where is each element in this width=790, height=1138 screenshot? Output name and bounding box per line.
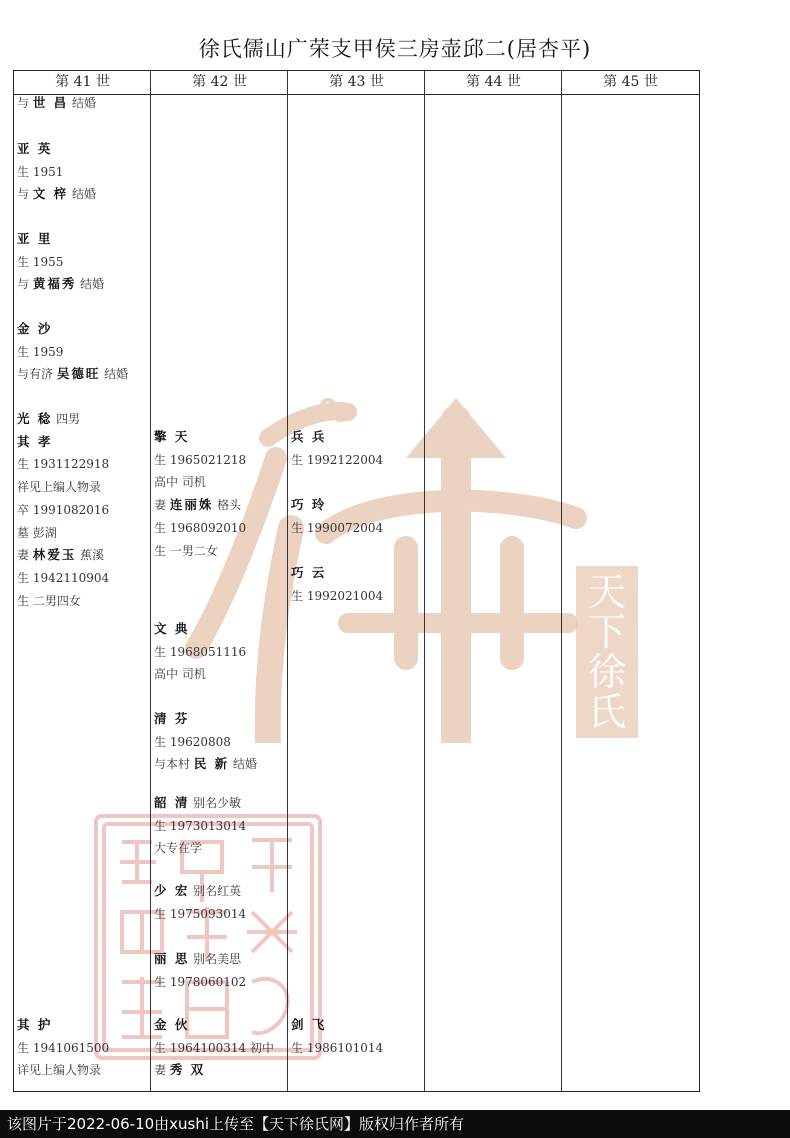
entry-line	[17, 434, 52, 450]
entry-line	[154, 520, 246, 536]
entry-line	[17, 547, 104, 563]
person-name: 巧 玲	[291, 497, 327, 512]
entry-line	[17, 1017, 52, 1033]
entry-text: 别名少敏	[189, 796, 242, 810]
entry-line	[154, 951, 241, 967]
entry-text: 生 1965021218	[154, 452, 247, 467]
entry-line	[154, 1062, 205, 1078]
entry-text: 与	[17, 187, 33, 202]
entry-line	[154, 1040, 274, 1056]
entry-line	[17, 525, 57, 541]
person-name: 林爱玉	[32, 547, 77, 563]
person-name: 世 昌	[32, 95, 69, 110]
entry-line	[154, 497, 241, 513]
entry-line	[291, 452, 383, 468]
column-header: 第 45 世	[603, 74, 658, 90]
entry-text: 结婚	[76, 277, 105, 292]
entry-line	[17, 456, 109, 472]
entry-text: 大专在学	[154, 841, 203, 856]
entry-line	[154, 621, 189, 637]
column-header: 第 42 世	[192, 74, 247, 90]
entry-text: 与	[17, 277, 33, 292]
entry-line	[154, 1017, 189, 1033]
column-header: 第 41 世	[55, 74, 110, 90]
copyright-footer: 该图片于2022-06-10由xushi上传至【天下徐氏网】版权归作者所有	[0, 1110, 790, 1138]
entry-text: 四男	[52, 412, 81, 426]
entry-line	[17, 502, 109, 518]
column-divider	[424, 71, 425, 1091]
person-name: 黄福秀	[32, 276, 77, 292]
entry-text: 生 1975093014	[154, 906, 247, 921]
entry-line	[291, 429, 326, 445]
entry-text: 蕉溪	[76, 548, 105, 563]
entry-line	[17, 254, 63, 270]
person-name: 文 梓	[32, 186, 69, 202]
entry-line	[17, 164, 63, 180]
entry-line	[154, 644, 246, 660]
watermark-badge-line-1: 天下	[587, 570, 626, 654]
entry-line	[154, 906, 246, 922]
person-name: 清 芬	[154, 711, 190, 726]
entry-line	[17, 141, 52, 157]
entry-text: 与有济	[17, 367, 57, 382]
entry-line	[154, 474, 206, 490]
column-divider	[287, 71, 288, 1091]
entry-line	[291, 1017, 326, 1033]
person-name: 其 护	[17, 1017, 53, 1032]
entry-text: 妻	[154, 1063, 170, 1078]
entry-text: 高中 司机	[154, 475, 206, 490]
entry-line	[154, 883, 241, 899]
entry-line	[17, 321, 52, 337]
entry-line	[17, 95, 96, 111]
entry-line	[17, 276, 104, 292]
entry-line	[17, 344, 63, 360]
entry-text: 高中 司机	[154, 667, 206, 682]
entry-text: 卒 1991082016	[17, 502, 110, 517]
entry-line	[17, 1062, 101, 1078]
column-header: 第 44 世	[466, 74, 521, 90]
entry-line	[154, 429, 189, 445]
entry-text: 生 1959	[17, 344, 64, 359]
entry-text: 详见上编人物录	[17, 1063, 102, 1078]
entry-line	[154, 818, 246, 834]
person-name: 剑 飞	[291, 1017, 327, 1032]
entry-text: 生 1941061500	[17, 1040, 110, 1055]
person-name: 巧 云	[291, 565, 327, 580]
entry-text: 祥见上编人物录	[17, 480, 102, 495]
entry-text: 结婚	[229, 757, 258, 772]
person-name: 吴德旺	[56, 366, 101, 382]
entry-line	[154, 840, 202, 856]
person-name: 丽 思	[154, 951, 190, 966]
column-divider	[150, 71, 151, 1091]
entry-line	[291, 497, 326, 513]
entry-text: 结婚	[100, 367, 129, 382]
entry-text: 生 1942110904	[17, 570, 110, 585]
genealogy-table	[13, 70, 700, 1092]
person-name: 秀 双	[169, 1062, 206, 1078]
person-name: 少 宏	[154, 883, 190, 898]
table-header	[14, 71, 699, 95]
entry-line	[291, 588, 383, 604]
column-header: 第 43 世	[329, 74, 384, 90]
entry-line	[291, 520, 383, 536]
entry-line	[17, 231, 52, 247]
column-divider	[561, 71, 562, 1091]
person-name: 亚 英	[17, 141, 53, 156]
entry-text: 生 1992021004	[291, 588, 384, 603]
person-name: 韶 清	[154, 795, 190, 810]
entry-text: 生 一男二女	[154, 543, 218, 558]
entry-text: 生 1968092010	[154, 520, 247, 535]
person-name: 光 稔	[17, 411, 53, 426]
person-name: 金 沙	[17, 321, 53, 336]
entry-line	[154, 974, 246, 990]
person-name: 亚 里	[17, 231, 53, 246]
entry-text: 与	[17, 96, 33, 110]
entry-line	[17, 411, 80, 427]
entry-text: 生 1931122918	[17, 457, 110, 472]
entry-line	[154, 711, 189, 727]
entry-text: 生 1986101014	[291, 1040, 384, 1055]
entry-line	[291, 565, 326, 581]
entry-text: 与本村	[154, 757, 194, 772]
entry-line	[154, 452, 246, 468]
entry-text: 妻	[154, 498, 170, 513]
person-name: 兵 兵	[291, 429, 327, 444]
entry-text: 生 1978060102	[154, 974, 247, 989]
entry-text: 妻	[17, 548, 33, 563]
entry-line	[17, 1040, 109, 1056]
entry-text: 生 1964100314 初中	[154, 1040, 274, 1055]
person-name: 金 伙	[154, 1017, 190, 1032]
person-name: 连丽姝	[169, 497, 214, 513]
entry-text: 生 1968051116	[154, 644, 247, 659]
entry-text: 生 19620808	[154, 734, 231, 749]
entry-line	[17, 479, 101, 495]
entry-line	[154, 666, 206, 682]
entry-line	[154, 795, 241, 811]
entry-text: 生 1992122004	[291, 452, 384, 467]
entry-line	[291, 1040, 383, 1056]
entry-text: 墓 彭湖	[17, 525, 57, 540]
entry-text: 生 1973013014	[154, 818, 247, 833]
entry-text: 生 1990072004	[291, 520, 384, 535]
entry-text: 生 1951	[17, 164, 64, 179]
entry-line	[154, 756, 257, 772]
entry-line	[154, 543, 218, 559]
person-name: 擎 天	[154, 429, 190, 444]
entry-text: 别名红英	[189, 884, 242, 898]
person-name: 文 典	[154, 621, 190, 636]
entry-line	[17, 593, 81, 609]
person-name: 其 孝	[17, 433, 53, 449]
entry-line	[154, 734, 231, 750]
watermark-badge-line-2: 徐氏	[587, 650, 626, 734]
entry-text: 生 二男四女	[17, 593, 81, 608]
entry-line	[17, 186, 96, 202]
entry-text: 格头	[213, 498, 242, 513]
entry-line	[17, 570, 109, 586]
entry-text: 结婚	[68, 96, 97, 110]
page-title: 徐氏儒山广荣支甲侯三房壶邱二(居杏平)	[198, 37, 592, 61]
entry-text: 别名美思	[189, 952, 242, 966]
entry-text: 结婚	[68, 187, 97, 202]
entry-line	[17, 366, 128, 382]
person-name: 民 新	[193, 756, 230, 772]
entry-text: 生 1955	[17, 254, 64, 269]
